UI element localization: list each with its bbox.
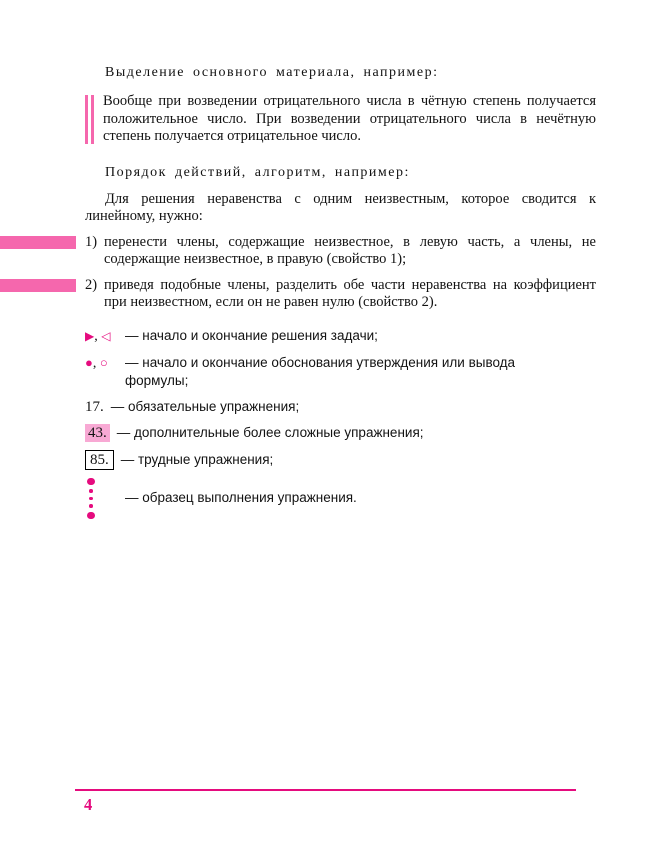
legend-row-sample-marker — [85, 478, 596, 520]
notation-legend — [85, 327, 596, 520]
step-number: 2) — [85, 276, 98, 293]
page-content — [85, 64, 596, 519]
step-text: приведя подобные члены, разделить обе части неравенства на коэффициент при неизвестном, если он не равен нулю (свойство 2). — [104, 276, 596, 310]
filled-circle-icon: ● — [85, 354, 93, 370]
legend-row-mandatory-exercises — [85, 398, 596, 416]
legend-markers — [85, 327, 125, 346]
step-number: 1) — [85, 233, 98, 250]
step-text: перенести члены, содержащие неизвестное, в левую часть, а члены, не содержащие неизвестное, в правую (свойство 1); — [104, 233, 596, 267]
heading-algorithm: Порядок действий, алгоритм, например: — [105, 164, 410, 180]
algorithm-step-1 — [85, 234, 596, 269]
rule-quote-text: Вообще при возведении отрицательного числа в чётную степень получается положительное число. При возведении отрицательного числа в нечётную степень получается отрицательное число. — [103, 93, 596, 144]
pink-bar — [91, 95, 94, 144]
dot — [87, 478, 95, 486]
legend-description: — дополнительные более сложные упражнения; — [116, 424, 424, 440]
dot — [89, 504, 93, 508]
legend-description: — трудные упражнения; — [120, 451, 274, 467]
double-bar-icon — [85, 95, 96, 144]
dot — [89, 497, 93, 501]
separator: , — [94, 328, 102, 344]
legend-row-solution-markers — [85, 327, 596, 346]
legend-row-hard-exercises — [85, 450, 596, 470]
legend-markers — [85, 354, 125, 373]
dot — [87, 512, 95, 520]
legend-row-proof-markers — [85, 354, 596, 390]
heading-main-material: Выделение основного материала, например: — [105, 65, 439, 80]
outline-circle-icon: ○ — [99, 354, 108, 370]
vertical-dots-icon — [85, 478, 125, 520]
exercise-number-boxed: 85. — [85, 450, 114, 470]
pink-margin-bar — [0, 279, 76, 292]
dot — [89, 489, 93, 493]
filled-right-triangle-icon: ▶ — [85, 328, 95, 343]
exercise-number-highlighted: 43. — [85, 424, 110, 442]
algorithm-step-2 — [85, 277, 596, 312]
page-number: 4 — [84, 795, 93, 814]
footer-rule — [75, 789, 576, 791]
highlighted-rule-block — [85, 93, 596, 146]
legend-description: — обязательные упражнения; — [110, 398, 300, 414]
legend-description: — образец выполнения упражнения. — [125, 490, 357, 506]
pink-margin-bar — [0, 236, 76, 249]
legend-description: — начало и окончание решения задачи; — [125, 327, 378, 343]
outline-left-triangle-icon: ◁ — [101, 328, 111, 343]
legend-row-advanced-exercises — [85, 424, 596, 442]
separator: , — [92, 355, 100, 371]
legend-description: — начало и окончание обоснования утверждения или вывода формулы; — [125, 354, 516, 388]
exercise-number-plain: 17. — [85, 398, 104, 415]
algorithm-intro-text: Для решения неравенства с одним неизвестным, которое сводится к линейному, нужно: — [85, 190, 596, 224]
pink-bar — [85, 95, 88, 144]
